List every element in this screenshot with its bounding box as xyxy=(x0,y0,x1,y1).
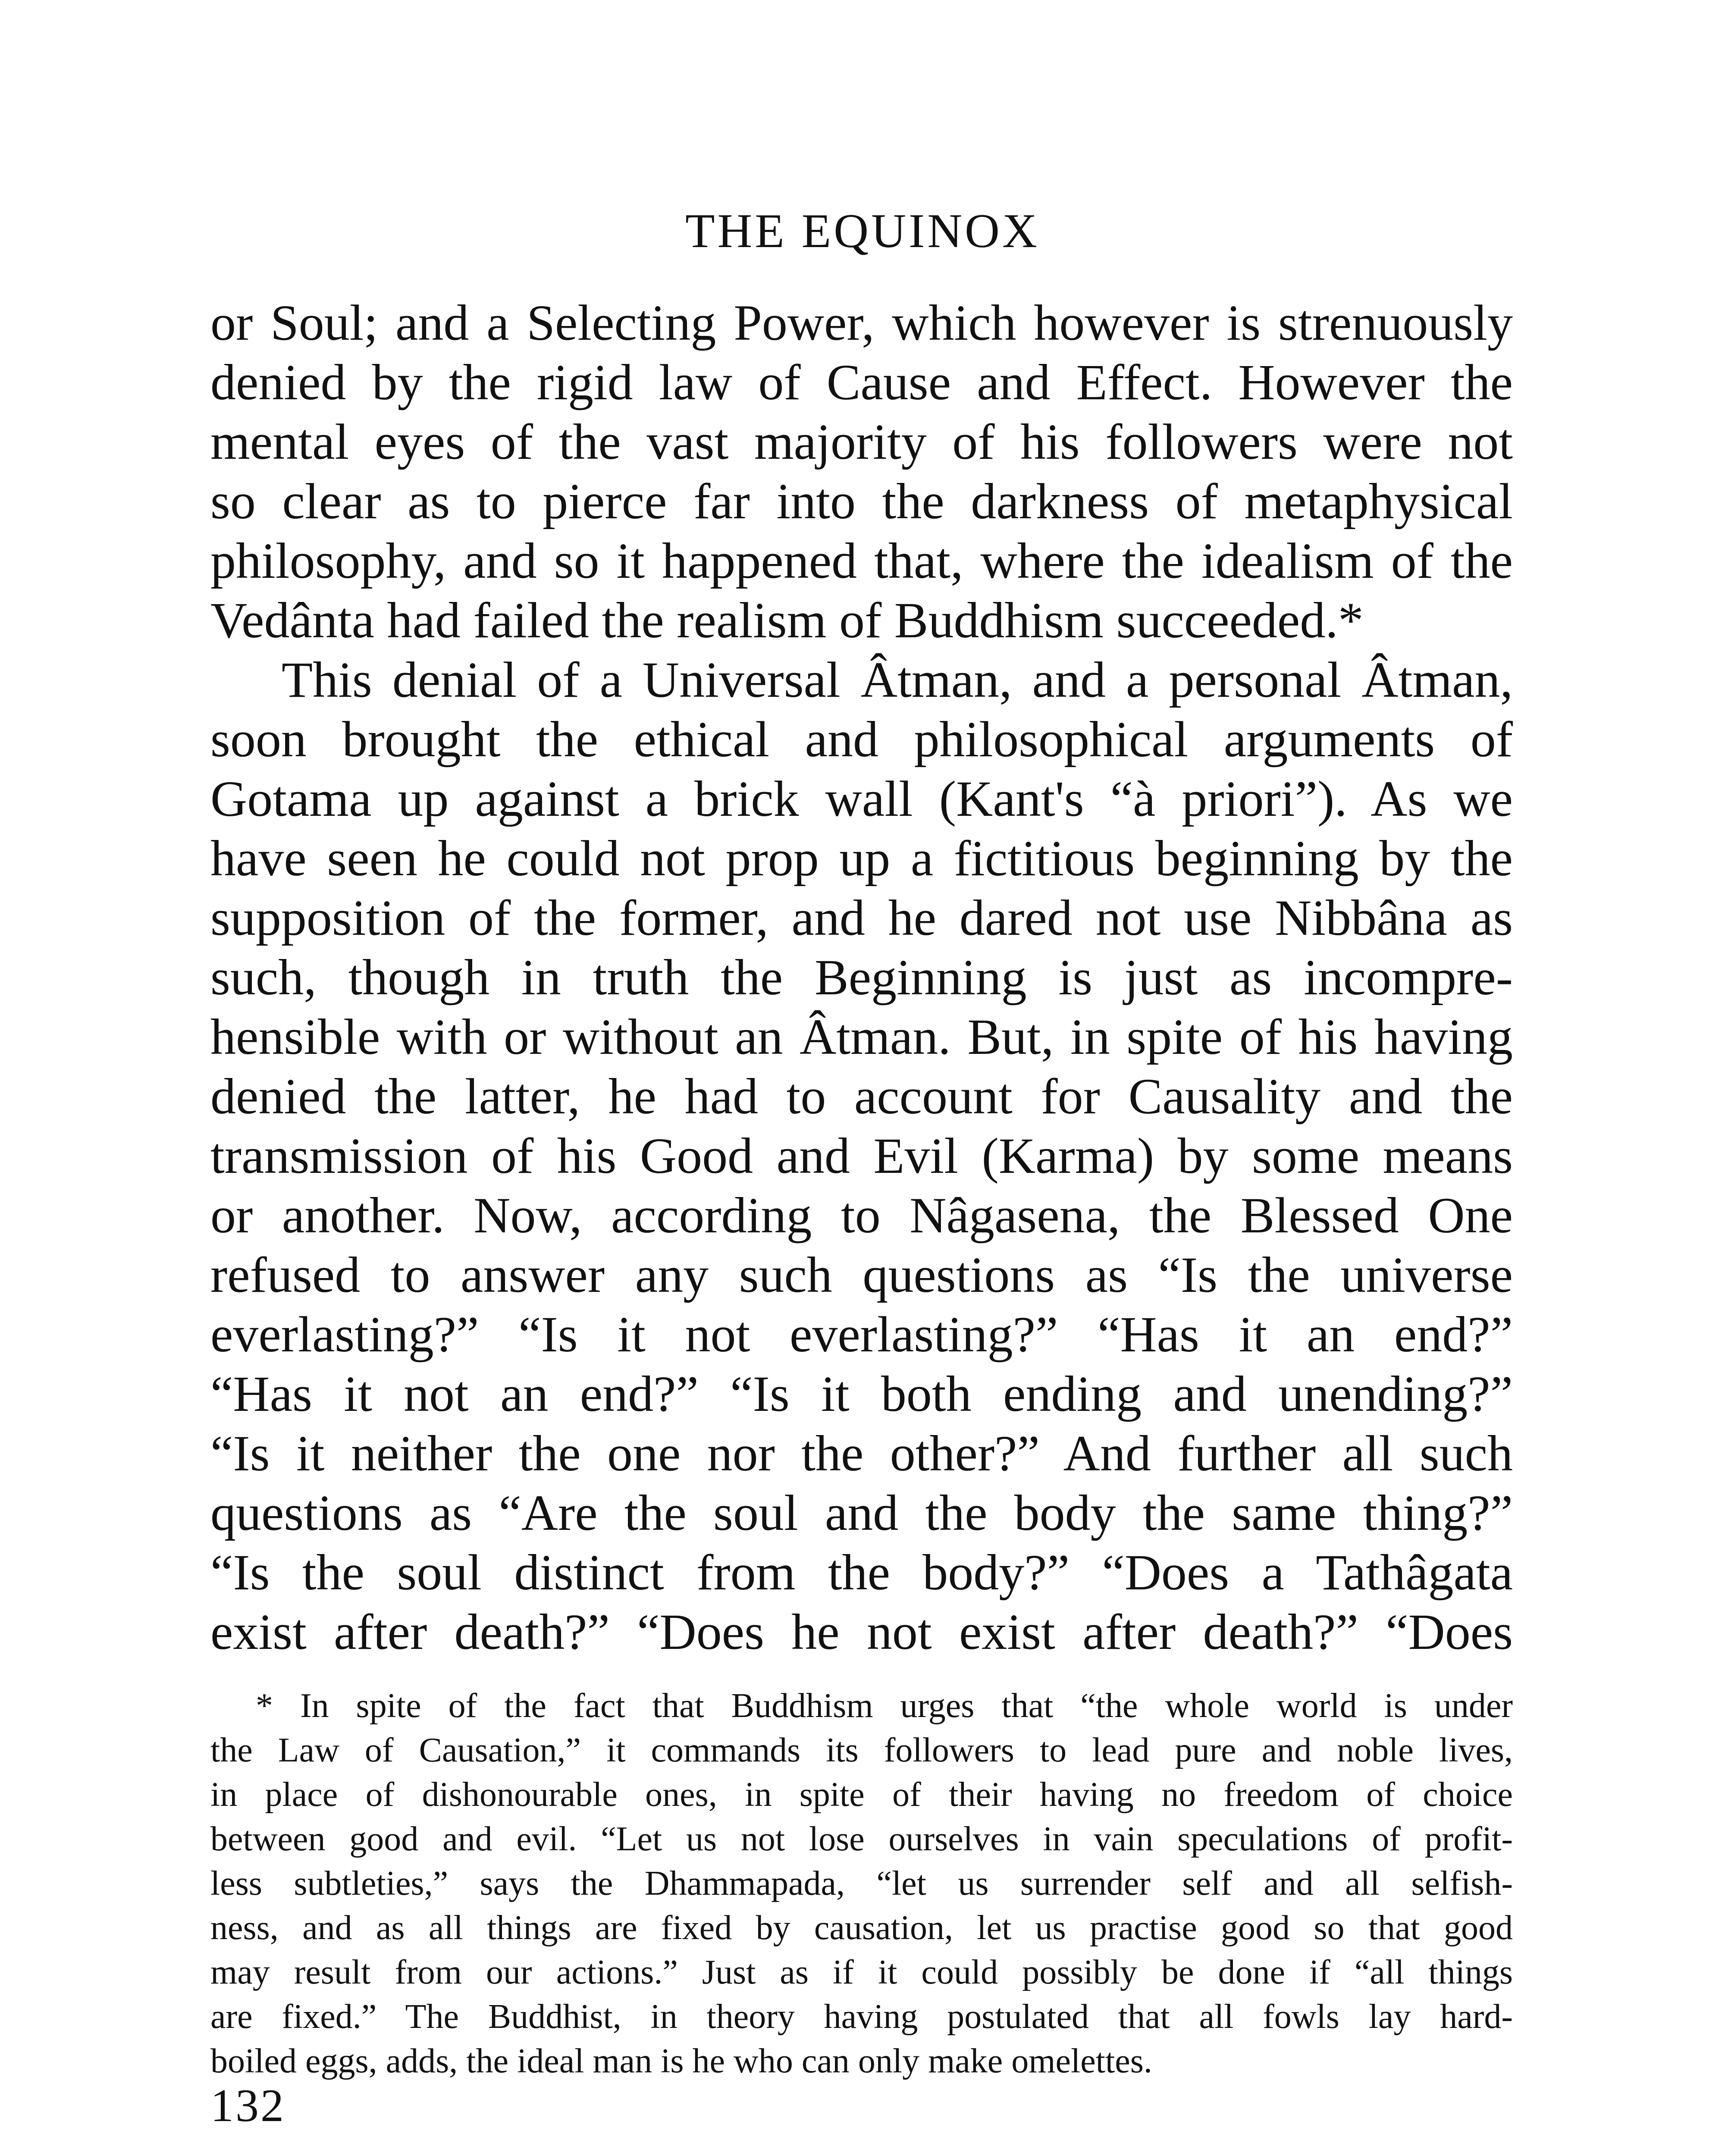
footnote-line: the Law of Causation,” it commands its followers to lead pure and noble lives, xyxy=(210,1731,1513,1769)
footnote-line: ness, and as all things are fixed by causation, let us practise good so that good xyxy=(210,1909,1513,1947)
body-line: hensible with or without an Âtman. But, in spite of his having xyxy=(210,1009,1513,1065)
footnote-line: between good and evil. “Let us not lose ourselves in vain speculations of profit- xyxy=(210,1820,1513,1858)
main-text xyxy=(210,293,1513,1662)
body-line: refused to answer any such questions as “Is the universe xyxy=(210,1247,1513,1303)
body-line: or Soul; and a Selecting Power, which however is strenuously xyxy=(210,295,1513,351)
body-line: such, though in truth the Beginning is just as incompre- xyxy=(210,949,1513,1006)
body-line: soon brought the ethical and philosophical arguments of xyxy=(210,711,1513,768)
footnote-line: in place of dishonourable ones, in spite of their having no freedom of choice xyxy=(210,1776,1513,1814)
body-line: philosophy, and so it happened that, where the idealism of the xyxy=(210,533,1513,589)
body-line: supposition of the former, and he dared not use Nibbâna as xyxy=(210,890,1513,946)
body-line: so clear as to pierce far into the darkness of metaphysical xyxy=(210,473,1513,530)
body-line: Gotama up against a brick wall (Kant's “à priori”). As we xyxy=(210,771,1513,827)
running-head: THE EQUINOX xyxy=(685,204,1040,258)
footnote-line: are fixed.” The Buddhist, in theory having postulated that all fowls lay hard- xyxy=(210,1998,1513,2036)
body-line: exist after death?” “Does he not exist after death?” “Does xyxy=(210,1604,1513,1660)
footnote-line: * In spite of the fact that Buddhism urges that “the whole world is under xyxy=(256,1687,1513,1725)
body-line: denied the latter, he had to account for Causality and the xyxy=(210,1068,1513,1125)
body-line: “Has it not an end?” “Is it both ending and unending?” xyxy=(210,1366,1513,1422)
body-line: or another. Now, according to Nâgasena, the Blessed One xyxy=(210,1187,1513,1244)
body-line: transmission of his Good and Evil (Karma) by some means xyxy=(210,1128,1513,1184)
footnote-line: less subtleties,” says the Dhammapada, “let us surrender self and all selfish- xyxy=(210,1865,1513,1902)
body-line: “Is it neither the one nor the other?” And further all such xyxy=(210,1425,1513,1482)
body-line-paragraph-start: This denial of a Universal Âtman, and a personal Âtman, xyxy=(282,652,1513,708)
body-line-paragraph-end: Vedânta had failed the realism of Buddhism succeeded.* xyxy=(210,592,1364,649)
body-line: everlasting?” “Is it not everlasting?” “Has it an end?” xyxy=(210,1306,1513,1363)
footnote-line: may result from our actions.” Just as if it could possibly be done if “all things xyxy=(210,1953,1513,1991)
body-line: questions as “Are the soul and the body the same thing?” xyxy=(210,1485,1513,1541)
footnote-line: boiled eggs, adds, the ideal man is he who can only make omelettes. xyxy=(210,2042,1152,2080)
body-line: denied by the rigid law of Cause and Effect. However the xyxy=(210,354,1513,411)
page-number: 132 xyxy=(210,2080,285,2131)
footnote xyxy=(210,1684,1513,2084)
body-line: mental eyes of the vast majority of his followers were not xyxy=(210,414,1513,470)
body-line: “Is the soul distinct from the body?” “Does a Tathâgata xyxy=(210,1544,1513,1601)
body-line: have seen he could not prop up a fictitious beginning by the xyxy=(210,830,1513,887)
